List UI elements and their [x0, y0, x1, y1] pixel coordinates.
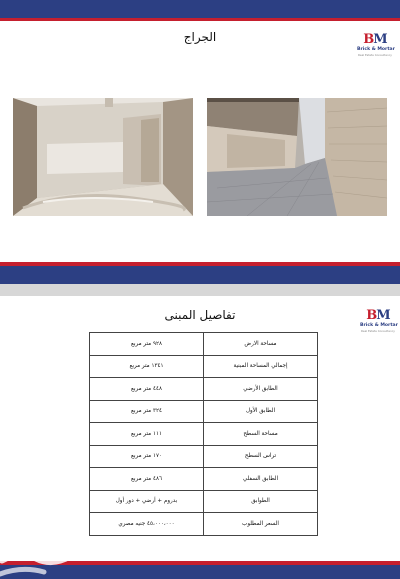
top-banner [0, 0, 400, 21]
bottom-banner [0, 262, 400, 284]
slide-title: تفاصيل المبنى [164, 308, 236, 322]
table-row [90, 355, 318, 378]
logo-name: Brick & Mortar [357, 47, 395, 52]
garage-interior-image [13, 98, 193, 216]
logo-monogram: BM [366, 308, 390, 323]
building-details-table [89, 332, 318, 536]
slide-title: الجراج [183, 30, 217, 44]
brand-logo [360, 309, 396, 333]
logo-name: Brick & Mortar [360, 323, 398, 328]
table-row [90, 400, 318, 423]
table-row [90, 333, 318, 356]
row-value: ١٣٤١ متر مربع [90, 355, 204, 378]
row-label: الطوابق [204, 490, 318, 513]
garage-ramp-photo [207, 98, 387, 216]
row-value: ١٧٠ متر مربع [90, 445, 204, 468]
row-label: مساحة الارض [204, 333, 318, 356]
row-value: ٤٥،٠٠٠،٠٠٠ جنيه مصري [90, 513, 204, 536]
logo-monogram: BM [363, 32, 387, 47]
table-row [90, 378, 318, 401]
row-label: الطابق السفلي [204, 468, 318, 491]
row-value: ٣٢٤ متر مربع [90, 400, 204, 423]
table-row [90, 423, 318, 446]
garage-slide [0, 0, 400, 284]
watermark-overlay [0, 500, 80, 579]
row-label: مساحة السطح [204, 423, 318, 446]
table-row [90, 513, 318, 536]
table-body [90, 333, 318, 536]
table-row [90, 445, 318, 468]
table-row [90, 468, 318, 491]
row-value: ٤٤٨ متر مربع [90, 378, 204, 401]
row-label: الطابق الأرضي [204, 378, 318, 401]
table-row [90, 490, 318, 513]
logo-tagline: Real Estate Consultancy [358, 53, 392, 57]
row-value: ٤٨٦ متر مربع [90, 468, 204, 491]
row-label: تراس السطح [204, 445, 318, 468]
garage-ramp-image [207, 98, 387, 216]
row-value: بدروم + أرضي + دور أول [90, 490, 204, 513]
brand-logo [357, 33, 393, 57]
row-label: إجمالي المساحة المبنية [204, 355, 318, 378]
row-label: الطابق الأول [204, 400, 318, 423]
row-label: السعر المطلوب [204, 513, 318, 536]
logo-tagline: Real Estate Consultancy [361, 329, 395, 333]
row-value: ١١١ متر مربع [90, 423, 204, 446]
garage-interior-photo [13, 98, 193, 216]
row-value: ٩٢٨ متر مربع [90, 333, 204, 356]
